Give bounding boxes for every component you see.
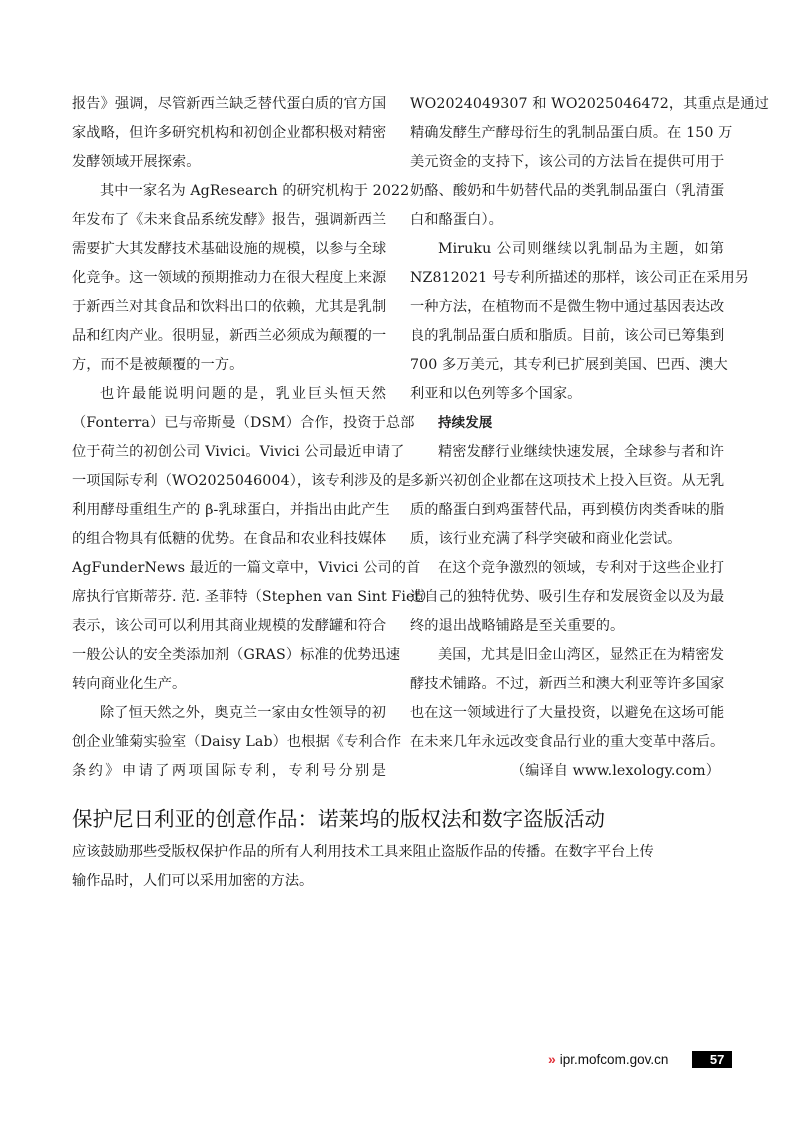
body-line: 白和酪蛋白）。 (410, 212, 503, 228)
deck-line: 输作品时，人们可以采用加密的方法。 (72, 873, 314, 889)
body-line: 良的乳制品蛋白质和脂质。目前，该公司已筹集到 (410, 328, 725, 344)
body-line: WO2024049307 和 WO2025046472，其重点是通过 (410, 96, 769, 112)
body-line: 需要扩大其发酵技术基础设施的规模，以参与全球 (72, 241, 387, 257)
body-line: 化竞争。这一领域的预期推动力在很大程度上来源 (72, 270, 387, 286)
body-line: 年发布了《未来食品系统发酵》报告，强调新西兰 (72, 212, 387, 228)
body-line: 质的酪蛋白到鸡蛋替代品，再到模仿肉类香味的脂 (410, 502, 725, 518)
body-line: 除了恒天然之外，奥克兰一家由女性领导的初 (100, 705, 386, 721)
body-line: 多新兴初创企业都在这项技术上投入巨资。从无乳 (410, 473, 725, 489)
page-number: 57 (692, 1051, 732, 1068)
body-line: 发酵领域开展探索。 (72, 154, 201, 170)
body-line: 在未来几年永远改变食品行业的重大变革中落后。 (410, 734, 725, 750)
body-line: 一项国际专利（WO2025046004），该专利涉及的是 (72, 473, 412, 489)
body-line: （Fonterra）已与帝斯曼（DSM）合作，投资于总部 (72, 415, 415, 431)
body-line: 奶酪、酸奶和牛奶替代品的类乳制品蛋白（乳清蛋 (410, 183, 725, 199)
body-line: 造自己的独特优势、吸引生存和发展资金以及为最 (410, 589, 725, 605)
body-line: 一种方法，在植物而不是微生物中通过基因表达改 (410, 299, 725, 315)
body-line: 一般公认的安全类添加剂（GRAS）标准的优势迅速 (72, 647, 401, 663)
deck-line: 应该鼓励那些受版权保护作品的所有人利用技术工具来阻止盗版作品的传播。在数字平台上传 (72, 844, 654, 860)
body-line: 精密发酵行业继续快速发展，全球参与者和许 (438, 444, 724, 460)
body-line: 利亚和以色列等多个国家。 (410, 386, 582, 402)
body-line: 家战略，但许多研究机构和初创企业都积极对精密 (72, 125, 387, 141)
source-credit: （编译自 www.lexology.com） (510, 763, 720, 779)
body-line: 转向商业化生产。 (72, 676, 187, 692)
body-line: 美国，尤其是旧金山湾区，显然正在为精密发 (438, 647, 724, 663)
next-article-title: 保护尼日利亚的创意作品：诺莱坞的版权法和数字盗版活动 (72, 807, 605, 831)
next-article-deck (72, 838, 724, 896)
body-line: 其中一家名为 AgResearch 的研究机构于 2022 (100, 183, 410, 199)
body-line: NZ812021 号专利所描述的那样，该公司正在采用另 (410, 270, 750, 286)
body-line: 的组合物具有低糖的优势。在食品和农业科技媒体 (72, 531, 387, 547)
body-line: 700 多万美元，其专利已扩展到美国、巴西、澳大 (410, 357, 728, 373)
right-column (410, 90, 769, 786)
body-line: 条约》申请了两项国际专利，专利号分别是 (72, 763, 386, 779)
body-line: 酵技术铺路。不过，新西兰和澳大利亚等许多国家 (410, 676, 725, 692)
left-column (72, 90, 435, 786)
body-line: 质，该行业充满了科学突破和商业化尝试。 (410, 531, 682, 547)
body-line: 位于荷兰的初创公司 Vivici。Vivici 公司最近申请了 (72, 444, 405, 460)
body-line: 美元资金的支持下，该公司的方法旨在提供可用于 (410, 154, 725, 170)
body-line: Miruku 公司则继续以乳制品为主题，如第 (438, 241, 724, 257)
footer-site-link[interactable]: ipr.mofcom.gov.cn (559, 1051, 669, 1067)
body-line: 报告》强调，尽管新西兰缺乏替代蛋白质的官方国 (72, 96, 387, 112)
body-line: 席执行官斯蒂芬. 范. 圣菲特（Stephen van Sint Fiet） (72, 589, 435, 605)
body-line: 表示，该公司可以利用其商业规模的发酵罐和符合 (72, 618, 387, 634)
body-line: AgFunderNews 最近的一篇文章中，Vivici 公司的首 (72, 560, 421, 576)
body-line: 于新西兰对其食品和饮料出口的依赖，尤其是乳制 (72, 299, 387, 315)
body-line: 也许最能说明问题的是，乳业巨头恒天然 (100, 386, 386, 402)
body-line: 方，而不是被颠覆的一方。 (72, 357, 244, 373)
section-subheading: 持续发展 (438, 415, 493, 431)
body-line: 品和红肉产业。很明显，新西兰必须成为颠覆的一 (72, 328, 387, 344)
body-line: 在这个竞争激烈的领域，专利对于这些企业打 (438, 560, 724, 576)
body-line: 也在这一领域进行了大量投资，以避免在这场可能 (410, 705, 725, 721)
body-line: 精确发酵生产酵母衍生的乳制品蛋白质。在 150 万 (410, 125, 733, 141)
page-footer (548, 1050, 732, 1068)
double-chevron-right-icon: » (548, 1051, 553, 1067)
body-line: 创企业雏菊实验室（Daisy Lab）也根据《专利合作 (72, 734, 402, 750)
body-line: 利用酵母重组生产的 β-乳球蛋白，并指出由此产生 (72, 502, 390, 518)
body-line: 终的退出战略铺路是至关重要的。 (410, 618, 625, 634)
